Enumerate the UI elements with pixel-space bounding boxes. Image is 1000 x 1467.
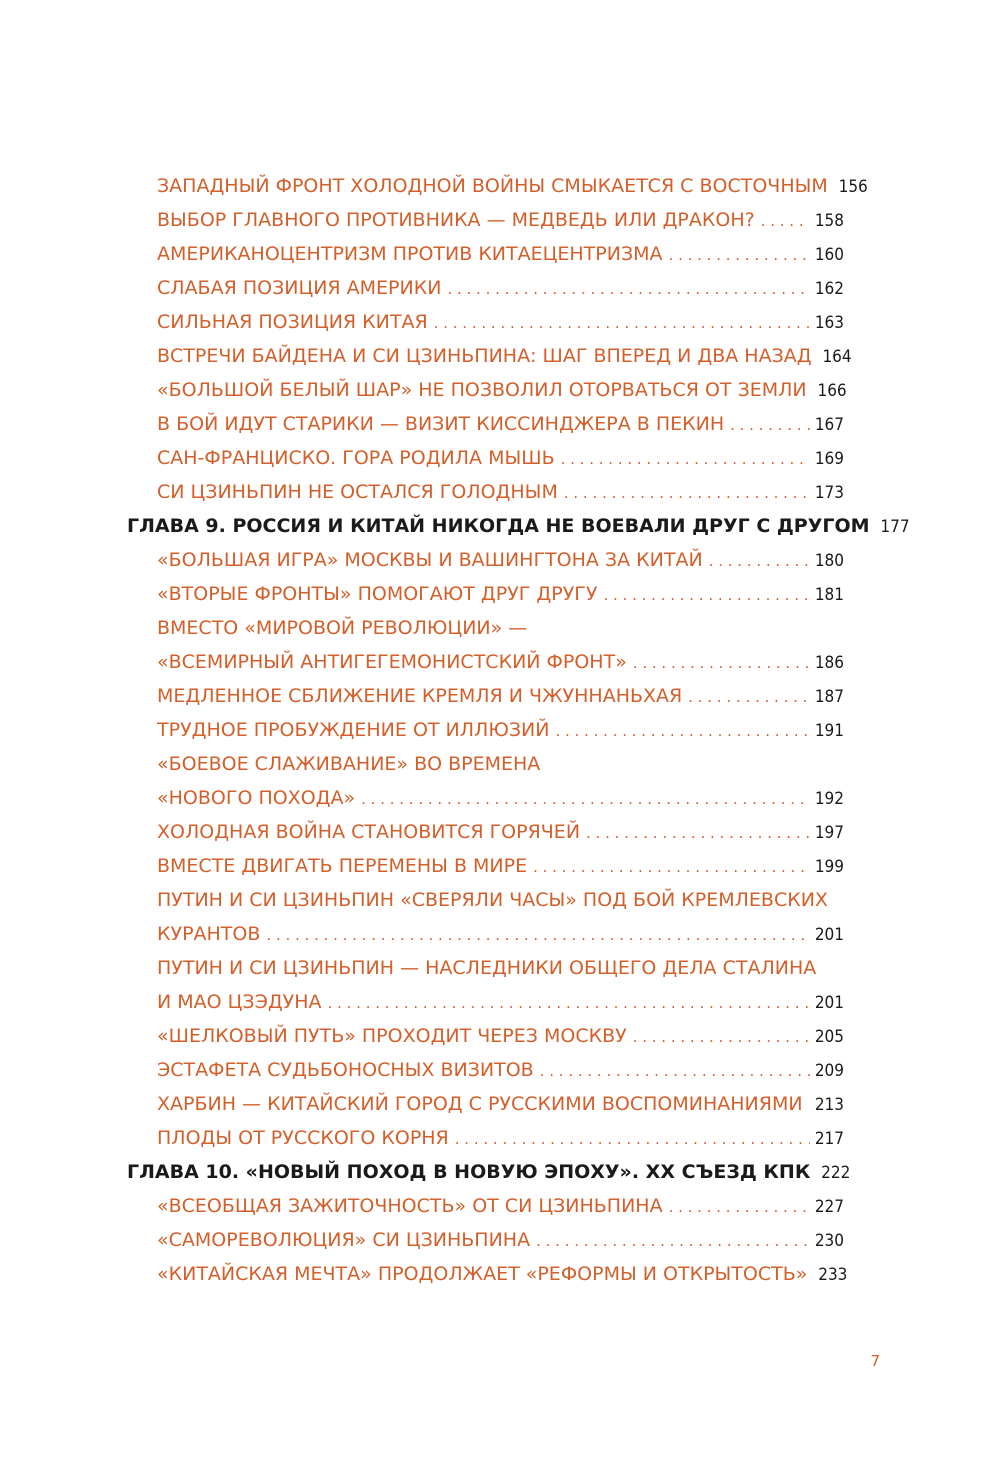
toc-entry-page: 160 <box>814 245 844 265</box>
toc-entry-title: В БОЙ ИДУТ СТАРИКИ — ВИЗИТ КИССИНДЖЕРА В ПЕКИН <box>157 413 725 435</box>
toc-entry-title: И МАО ЦЗЭДУНА <box>157 991 322 1013</box>
toc-entry-title: «БОЛЬШОЙ БЕЛЫЙ ШАР» НЕ ПОЗВОЛИЛ ОТОРВАТЬСЯ ОТ ЗЕМЛИ <box>157 379 807 401</box>
toc-entry <box>157 1023 844 1050</box>
toc-entry-page: 180 <box>814 551 844 571</box>
toc-entry <box>157 1227 844 1254</box>
toc-chapter-title: ГЛАВА 9. РОССИЯ И КИТАЙ НИКОГДА НЕ ВОЕВАЛИ ДРУГ С ДРУГОМ <box>127 515 870 537</box>
toc-entry <box>157 649 844 676</box>
dot-leader <box>434 310 810 336</box>
toc-entry-title: СИЛЬНАЯ ПОЗИЦИЯ КИТАЯ <box>157 311 428 333</box>
toc-entry-page: 162 <box>814 279 844 299</box>
toc-entry-title: СИ ЦЗИНЬПИН НЕ ОСТАЛСЯ ГОЛОДНЫМ <box>157 481 558 503</box>
toc-entry <box>157 309 844 336</box>
dot-leader <box>669 1194 810 1220</box>
toc-entry-title: ЗАПАДНЫЙ ФРОНТ ХОЛОДНОЙ ВОЙНЫ СМЫКАЕТСЯ С ВОСТОЧНЫМ <box>157 175 828 197</box>
dot-leader <box>455 1126 810 1152</box>
toc-entry <box>157 411 844 438</box>
dot-leader <box>633 650 810 676</box>
dot-leader <box>328 990 810 1016</box>
toc-entry-page: 169 <box>814 449 844 469</box>
toc-chapter-title: ГЛАВА 10. «НОВЫЙ ПОХОД В НОВУЮ ЭПОХУ». XX СЪЕЗД КПК <box>127 1161 811 1183</box>
toc-entry-title: СЛАБАЯ ПОЗИЦИЯ АМЕРИКИ <box>157 277 442 299</box>
toc-entry <box>157 785 844 812</box>
toc-entry-page: 191 <box>814 721 844 741</box>
toc-entry <box>157 853 844 880</box>
toc-entry <box>157 547 844 574</box>
toc-entry-page: 187 <box>814 687 844 707</box>
toc-entry-page: 209 <box>814 1061 844 1081</box>
toc-entry <box>157 1057 844 1084</box>
toc-entry-line <box>157 751 844 777</box>
toc-entry-title: ЭСТАФЕТА СУДЬБОНОСНЫХ ВИЗИТОВ <box>157 1059 534 1081</box>
dot-leader <box>555 718 810 744</box>
toc-entry-title: ХАРБИН — КИТАЙСКИЙ ГОРОД С РУССКИМИ ВОСПОМИНАНИЯМИ <box>157 1093 803 1115</box>
toc-entry-title: САН-ФРАНЦИСКО. ГОРА РОДИЛА МЫШЬ <box>157 447 555 469</box>
toc-entry-page: 186 <box>814 653 844 673</box>
dot-leader <box>361 786 810 812</box>
toc-entry-page: 233 <box>818 1265 848 1285</box>
toc-entry <box>157 343 852 370</box>
toc-entry-title: ХОЛОДНАЯ ВОЙНА СТАНОВИТСЯ ГОРЯЧЕЙ <box>157 821 581 843</box>
toc-entry <box>157 1193 844 1220</box>
toc-entry <box>157 1125 844 1152</box>
dot-leader <box>266 922 810 948</box>
toc-entry-title: МЕДЛЕННОЕ СБЛИЖЕНИЕ КРЕМЛЯ И ЧЖУННАНЬХАЯ <box>157 685 683 707</box>
toc-entry-title: «ВСЕОБЩАЯ ЗАЖИТОЧНОСТЬ» ОТ СИ ЦЗИНЬПИНА <box>157 1195 663 1217</box>
toc-entry <box>157 1091 844 1118</box>
toc-entry <box>157 207 844 234</box>
toc-entry <box>157 479 844 506</box>
toc-entry <box>157 819 844 846</box>
toc-entry-page: 230 <box>814 1231 844 1251</box>
toc-entry-title: «ВТОРЫЕ ФРОНТЫ» ПОМОГАЮТ ДРУГ ДРУГУ <box>157 583 598 605</box>
toc-entry <box>157 717 844 744</box>
toc-entry-page: 173 <box>814 483 844 503</box>
toc-entry-line <box>157 887 844 913</box>
toc-entry-page: 205 <box>814 1027 844 1047</box>
toc-entry-title: КУРАНТОВ <box>157 923 261 945</box>
toc-entry-page: 177 <box>880 517 910 537</box>
toc-chapter <box>127 1159 851 1186</box>
toc-entry-page: 222 <box>821 1163 851 1183</box>
toc-entry-title: «КИТАЙСКАЯ МЕЧТА» ПРОДОЛЖАЕТ «РЕФОРМЫ И ОТКРЫТОСТЬ» <box>157 1263 808 1285</box>
toc-entry <box>157 377 847 404</box>
toc-entry-page: 197 <box>814 823 844 843</box>
toc-entry-page: 217 <box>814 1129 844 1149</box>
toc-entry-title: АМЕРИКАНОЦЕНТРИЗМ ПРОТИВ КИТАЕЦЕНТРИЗМА <box>157 243 663 265</box>
toc-entry-line <box>157 615 844 641</box>
toc-entry <box>157 241 844 268</box>
dot-leader <box>586 820 810 846</box>
dot-leader <box>633 1024 810 1050</box>
toc-entry <box>157 1261 848 1288</box>
dot-leader <box>447 276 810 302</box>
dot-leader <box>533 854 810 880</box>
toc-entry <box>157 275 844 302</box>
toc-entry-page: 164 <box>822 347 852 367</box>
toc-entry <box>157 173 868 200</box>
toc-entry-title: «САМОРЕВОЛЮЦИЯ» СИ ЦЗИНЬПИНА <box>157 1229 531 1251</box>
toc-entry <box>157 445 844 472</box>
dot-leader <box>730 412 810 438</box>
toc-entry <box>157 683 844 710</box>
toc-entry-title: ВМЕСТЕ ДВИГАТЬ ПЕРЕМЕНЫ В МИРЕ <box>157 855 528 877</box>
dot-leader <box>603 582 810 608</box>
dot-leader <box>809 1092 810 1118</box>
dot-leader <box>761 208 810 234</box>
dot-leader <box>564 480 810 506</box>
toc-entry-page: 213 <box>814 1095 844 1115</box>
toc-chapter <box>127 513 910 540</box>
toc-entry <box>157 581 844 608</box>
toc-entry-page: 201 <box>814 925 844 945</box>
page-number: 7 <box>870 1352 880 1370</box>
toc-entry-title: «БОЛЬШАЯ ИГРА» МОСКВЫ И ВАШИНГТОНА ЗА КИТАЙ <box>157 549 703 571</box>
toc-entry-page: 201 <box>814 993 844 1013</box>
dot-leader <box>540 1058 810 1084</box>
dot-leader <box>536 1228 810 1254</box>
toc-entry-page: 181 <box>814 585 844 605</box>
toc-entry-title: ВСТРЕЧИ БАЙДЕНА И СИ ЦЗИНЬПИНА: ШАГ ВПЕРЕД И ДВА НАЗАД <box>157 345 812 367</box>
toc-entry-title: ПУТИН И СИ ЦЗИНЬПИН «СВЕРЯЛИ ЧАСЫ» ПОД БОЙ КРЕМЛЕВСКИХ <box>157 889 828 911</box>
toc-entry-title: ТРУДНОЕ ПРОБУЖДЕНИЕ ОТ ИЛЛЮЗИЙ <box>157 719 550 741</box>
dot-leader <box>688 684 810 710</box>
toc-entry-title: ВЫБОР ГЛАВНОГО ПРОТИВНИКА — МЕДВЕДЬ ИЛИ ДРАКОН? <box>157 209 755 231</box>
toc-entry-title: ПЛОДЫ ОТ РУССКОГО КОРНЯ <box>157 1127 449 1149</box>
toc-entry-page: 158 <box>814 211 844 231</box>
toc-entry-title: «БОЕВОЕ СЛАЖИВАНИЕ» ВО ВРЕМЕНА <box>157 753 541 775</box>
toc-entry-title: «ВСЕМИРНЫЙ АНТИГЕГЕМОНИСТСКИЙ ФРОНТ» <box>157 651 627 673</box>
toc-entry <box>157 989 844 1016</box>
toc-entry-title: «ШЕЛКОВЫЙ ПУТЬ» ПРОХОДИТ ЧЕРЕЗ МОСКВУ <box>157 1025 627 1047</box>
dot-leader <box>561 446 810 472</box>
toc-entry-page: 199 <box>814 857 844 877</box>
toc-entry <box>157 921 844 948</box>
toc-entry-title: «НОВОГО ПОХОДА» <box>157 787 356 809</box>
toc-entry-page: 167 <box>814 415 844 435</box>
toc-entry-title: ВМЕСТО «МИРОВОЙ РЕВОЛЮЦИИ» — <box>157 617 528 639</box>
toc-entry-title: ПУТИН И СИ ЦЗИНЬПИН — НАСЛЕДНИКИ ОБЩЕГО ДЕЛА СТАЛИНА <box>157 957 817 979</box>
toc-entry-page: 156 <box>838 177 868 197</box>
dot-leader <box>669 242 810 268</box>
toc-entry-line <box>157 955 844 981</box>
toc-entry-page: 227 <box>814 1197 844 1217</box>
dot-leader <box>709 548 810 574</box>
toc-entry-page: 163 <box>814 313 844 333</box>
toc-entry-page: 166 <box>817 381 847 401</box>
toc-entry-page: 192 <box>814 789 844 809</box>
